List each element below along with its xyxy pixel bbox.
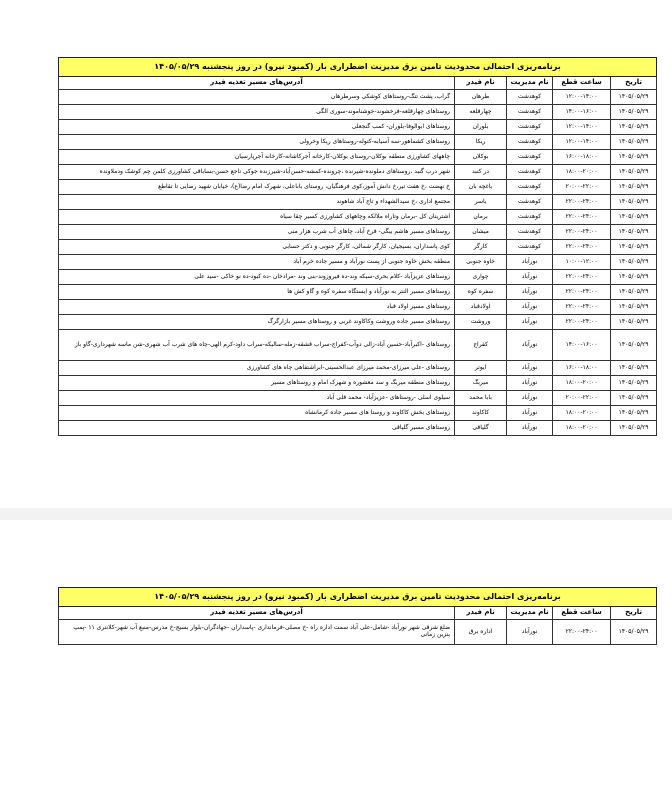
date-cell: ۱۴۰۵/۰۵/۲۹ bbox=[611, 300, 657, 315]
schedule-table-2 bbox=[58, 587, 657, 645]
address-cell: روستاهای مسیر النتر به نورآباد و ایستگاه سفره کوه و گاو کش ها bbox=[59, 285, 455, 300]
table-row bbox=[59, 135, 657, 150]
time-cell: ۱۶:۰۰-۱۸:۰۰ bbox=[553, 150, 611, 165]
management-cell: کوهدشت bbox=[507, 120, 553, 135]
address-cell: روستاهای -اکبرآباد-حسین آباد-زالی دوآب-کفراج-سراب قشقه-زمله-سالیکه-سراب داود-کرم الهی-چاه های شرب آب شهری-شن ماسه شهرداری-گاو باز bbox=[59, 330, 455, 361]
table-row bbox=[59, 120, 657, 135]
address-cell: چاههای کشاورزی منطقه بوکلان-روستای بوکلان-کارخانه آجرکاشانه-کارخانه آجرپارسیان bbox=[59, 150, 455, 165]
date-cell: ۱۴۰۵/۰۵/۲۹ bbox=[611, 90, 657, 105]
address-cell: کوی پاسداران، بسیجیان، کارگر شمالی، کارگر جنوبی و دکتر حسابی bbox=[59, 240, 455, 255]
management-cell: نورآباد bbox=[507, 255, 553, 270]
date-cell: ۱۴۰۵/۰۵/۲۹ bbox=[611, 210, 657, 225]
feeder-cell: اداره برق bbox=[455, 620, 507, 645]
address-cell: مجتمع اداری ،خ سیدالشهداء و تاج آباد شاهوند bbox=[59, 195, 455, 210]
management-cell: کوهدشت bbox=[507, 165, 553, 180]
time-cell: ۲۰:۰۰-۲۲:۰۰ bbox=[553, 391, 611, 406]
header-address: آدرس‌های مسیر تغذیه فیدر bbox=[59, 607, 455, 620]
table-row bbox=[59, 285, 657, 300]
time-cell: ۱۴:۰۰-۱۶:۰۰ bbox=[553, 330, 611, 361]
management-cell: نورآباد bbox=[507, 330, 553, 361]
date-cell: ۱۴۰۵/۰۵/۲۹ bbox=[611, 421, 657, 436]
address-cell: منطقه بخش خاوه جنوبی از پست نورآباد و مسیر جاده خرم آباد bbox=[59, 255, 455, 270]
management-cell: نورآباد bbox=[507, 620, 553, 645]
time-cell: ۲۲:۰۰-۲۴:۰۰ bbox=[553, 225, 611, 240]
time-cell: ۲۲:۰۰-۲۴:۰۰ bbox=[553, 620, 611, 645]
management-cell: کوهدشت bbox=[507, 210, 553, 225]
table-title: برنامه‌ریزی احتمالی محدودیت تامین برق مدیریت اضطراری بار (کمبود نیرو) در روز پنجشنبه ۱۴۰۵/۰۵/۲۹ bbox=[59, 58, 657, 77]
table-row bbox=[59, 391, 657, 406]
management-cell: کوهدشت bbox=[507, 150, 553, 165]
feeder-cell: اولادقباد bbox=[455, 300, 507, 315]
date-cell: ۱۴۰۵/۰۵/۲۹ bbox=[611, 195, 657, 210]
address-cell: روستاهای بخش کاکاوند و روستا های مسیر جاده کرمانشاه bbox=[59, 406, 455, 421]
date-cell: ۱۴۰۵/۰۵/۲۹ bbox=[611, 120, 657, 135]
management-cell: نورآباد bbox=[507, 391, 553, 406]
header-address: آدرس‌های مسیر تغذیه فیدر bbox=[59, 77, 455, 90]
address-cell: روستاهای مسیر اولاد قباد bbox=[59, 300, 455, 315]
date-cell: ۱۴۰۵/۰۵/۲۹ bbox=[611, 150, 657, 165]
time-cell: ۱۸:۰۰-۲۰:۰۰ bbox=[553, 376, 611, 391]
page-bottom bbox=[0, 520, 672, 800]
feeder-cell: خاوه جنوبی bbox=[455, 255, 507, 270]
address-cell: روستاهای کشماهور-سه آسیابه-کتوله-روستاهای ریکا وخرولی bbox=[59, 135, 455, 150]
table-row bbox=[59, 105, 657, 120]
date-cell: ۱۴۰۵/۰۵/۲۹ bbox=[611, 105, 657, 120]
feeder-cell: کارگر bbox=[455, 240, 507, 255]
management-cell: کوهدشت bbox=[507, 225, 553, 240]
feeder-cell: باغچه بان bbox=[455, 180, 507, 195]
date-cell: ۱۴۰۵/۰۵/۲۹ bbox=[611, 361, 657, 376]
feeder-cell: چواری bbox=[455, 270, 507, 285]
header-management: نام مدیریت bbox=[507, 77, 553, 90]
feeder-cell: کفراج bbox=[455, 330, 507, 361]
table-row bbox=[59, 180, 657, 195]
time-cell: ۲۲:۰۰-۲۴:۰۰ bbox=[553, 300, 611, 315]
feeder-cell: طرهان bbox=[455, 90, 507, 105]
time-cell: ۱۶:۰۰-۱۸:۰۰ bbox=[553, 361, 611, 376]
address-cell: روستاهای منطقه میربگ و سد معشوره و شهرک امام و روستاهای مسیر bbox=[59, 376, 455, 391]
time-cell: ۲۲:۰۰-۲۴:۰۰ bbox=[553, 270, 611, 285]
feeder-cell: بلوران bbox=[455, 120, 507, 135]
address-cell: اشترینان کل -برمان وتاراه ملالکه وچاههای کشاورزی کسیر چقا سیاه bbox=[59, 210, 455, 225]
management-cell: کوهدشت bbox=[507, 180, 553, 195]
management-cell: نورآباد bbox=[507, 406, 553, 421]
address-cell: روستاهای عزیزآباد -کلام بحری-سیکه وند-ده فیروزوند-بنی وند -مرادخان -ده کبود-ده نو خاکی -سید علی bbox=[59, 270, 455, 285]
feeder-cell: میشان bbox=[455, 225, 507, 240]
date-cell: ۱۴۰۵/۰۵/۲۹ bbox=[611, 376, 657, 391]
feeder-cell: وروشت bbox=[455, 315, 507, 330]
header-time: ساعت قطع bbox=[553, 77, 611, 90]
management-cell: کوهدشت bbox=[507, 135, 553, 150]
table-row bbox=[59, 315, 657, 330]
time-cell: ۱۰:۰۰-۱۲:۰۰ bbox=[553, 255, 611, 270]
address-cell: روستاهای -علی میرزای-محمد میرزای عبدالحسینی-ابراشتفاهی چاه های کشاورزی bbox=[59, 361, 455, 376]
feeder-cell: کاکاوند bbox=[455, 406, 507, 421]
table-row bbox=[59, 270, 657, 285]
address-cell: گراب، پشت تنگ-روستاهای کوشکی وسرطرهان bbox=[59, 90, 455, 105]
table-row bbox=[59, 90, 657, 105]
management-cell: نورآباد bbox=[507, 315, 553, 330]
table-row bbox=[59, 330, 657, 361]
date-cell: ۱۴۰۵/۰۵/۲۹ bbox=[611, 391, 657, 406]
table-row bbox=[59, 240, 657, 255]
time-cell: ۲۲:۰۰-۲۴:۰۰ bbox=[553, 240, 611, 255]
address-cell: خ نهضت ،خ هفت تیر،خ دانش آموز،کوی فرهنگیان، روستای باباعلی، شهرک امام رضا(ع)، خیابان شهید رضایی تا تقاطع bbox=[59, 180, 455, 195]
header-date: تاریخ bbox=[611, 607, 657, 620]
address-cell: روستاهای مسیر هاشم بیگی- قرخ آباد، چاهای آب شرب هزار منی bbox=[59, 225, 455, 240]
time-cell: ۲۲:۰۰-۲۴:۰۰ bbox=[553, 315, 611, 330]
date-cell: ۱۴۰۵/۰۵/۲۹ bbox=[611, 406, 657, 421]
feeder-cell: ایوتر bbox=[455, 361, 507, 376]
table-row bbox=[59, 421, 657, 436]
feeder-cell: در کنبد bbox=[455, 165, 507, 180]
management-cell: نورآباد bbox=[507, 376, 553, 391]
management-cell: نورآباد bbox=[507, 285, 553, 300]
feeder-cell: بوکلان bbox=[455, 150, 507, 165]
time-cell: ۲۰:۰۰-۲۲:۰۰ bbox=[553, 180, 611, 195]
time-cell: ۱۸:۰۰-۲۰:۰۰ bbox=[553, 421, 611, 436]
management-cell: کوهدشت bbox=[507, 195, 553, 210]
date-cell: ۱۴۰۵/۰۵/۲۹ bbox=[611, 620, 657, 645]
management-cell: نورآباد bbox=[507, 270, 553, 285]
header-date: تاریخ bbox=[611, 77, 657, 90]
date-cell: ۱۴۰۵/۰۵/۲۹ bbox=[611, 225, 657, 240]
time-cell: ۲۲:۰۰-۲۴:۰۰ bbox=[553, 210, 611, 225]
time-cell: ۱۲:۰۰-۱۴:۰۰ bbox=[553, 90, 611, 105]
time-cell: ۲۲:۰۰-۲۴:۰۰ bbox=[553, 285, 611, 300]
management-cell: کوهدشت bbox=[507, 90, 553, 105]
date-cell: ۱۴۰۵/۰۵/۲۹ bbox=[611, 315, 657, 330]
header-feeder: نام فیدر bbox=[455, 607, 507, 620]
address-cell: ضلع شرقی شهر نورآباد -شامل-علی آباد سمت اداره راه -خ مصلی-فرمانداری -پاسداران -جهادگران-بلوار بسیج-خ مدرس-منبع آب شهر-کلانتری ۱۱ -پمپ بنزین زمانی bbox=[59, 620, 455, 645]
date-cell: ۱۴۰۵/۰۵/۲۹ bbox=[611, 330, 657, 361]
feeder-cell: یاسر bbox=[455, 195, 507, 210]
feeder-cell: میربگ bbox=[455, 376, 507, 391]
table-title: برنامه‌ریزی احتمالی محدودیت تامین برق مدیریت اضطراری بار (کمبود نیرو) در روز پنجشنبه ۱۴۰۵/۰۵/۲۹ bbox=[59, 588, 657, 607]
date-cell: ۱۴۰۵/۰۵/۲۹ bbox=[611, 165, 657, 180]
time-cell: ۲۲:۰۰-۲۴:۰۰ bbox=[553, 195, 611, 210]
time-cell: ۱۴:۰۰-۱۶:۰۰ bbox=[553, 105, 611, 120]
address-cell: روستاهای مسیر جاده وروشت وکاکاوند غربی و روستاهای مسیر بازارگرگ bbox=[59, 315, 455, 330]
table-row bbox=[59, 620, 657, 645]
table-row bbox=[59, 195, 657, 210]
management-cell: نورآباد bbox=[507, 361, 553, 376]
table-row bbox=[59, 210, 657, 225]
table-row bbox=[59, 376, 657, 391]
feeder-cell: چهارقلعه bbox=[455, 105, 507, 120]
date-cell: ۱۴۰۵/۰۵/۲۹ bbox=[611, 270, 657, 285]
address-cell: روستاهای ابوالوفا-بلوران- کمب گنجعلی bbox=[59, 120, 455, 135]
feeder-cell: ریکا bbox=[455, 135, 507, 150]
header-feeder: نام فیدر bbox=[455, 77, 507, 90]
address-cell: سیلوی اسلی -روستاهای -عزیزآباد- محمد قلی آباد bbox=[59, 391, 455, 406]
date-cell: ۱۴۰۵/۰۵/۲۹ bbox=[611, 180, 657, 195]
address-cell: شهر درب گنبد ،روستاهای دملونده-شیرنده ،چرونده-کمشه-حسن‌آباد-شیرزنده جوکی تاجع حسن-بساباقی کشاورزی کلمن چم کوشک ودملاونده bbox=[59, 165, 455, 180]
table-row bbox=[59, 300, 657, 315]
table-row bbox=[59, 225, 657, 240]
management-cell: کوهدشت bbox=[507, 240, 553, 255]
table-row bbox=[59, 165, 657, 180]
header-management: نام مدیریت bbox=[507, 607, 553, 620]
time-cell: ۱۸:۰۰-۲۰:۰۰ bbox=[553, 165, 611, 180]
management-cell: کوهدشت bbox=[507, 105, 553, 120]
table-row bbox=[59, 150, 657, 165]
management-cell: نورآباد bbox=[507, 421, 553, 436]
address-cell: روستاهای چهارقلعه-فرخشوند-خوشناموند-سوری الگی bbox=[59, 105, 455, 120]
table-row bbox=[59, 361, 657, 376]
management-cell: نورآباد bbox=[507, 300, 553, 315]
time-cell: ۱۲:۰۰-۱۴:۰۰ bbox=[553, 120, 611, 135]
time-cell: ۱۲:۰۰-۱۴:۰۰ bbox=[553, 135, 611, 150]
feeder-cell: سفره کوه bbox=[455, 285, 507, 300]
page-separator bbox=[0, 508, 672, 520]
date-cell: ۱۴۰۵/۰۵/۲۹ bbox=[611, 240, 657, 255]
schedule-table-1 bbox=[58, 57, 657, 436]
address-cell: روستاهای مسیر گلیاقی bbox=[59, 421, 455, 436]
feeder-cell: گلیاقی bbox=[455, 421, 507, 436]
time-cell: ۱۸:۰۰-۲۰:۰۰ bbox=[553, 406, 611, 421]
header-time: ساعت قطع bbox=[553, 607, 611, 620]
feeder-cell: برمان bbox=[455, 210, 507, 225]
date-cell: ۱۴۰۵/۰۵/۲۹ bbox=[611, 135, 657, 150]
date-cell: ۱۴۰۵/۰۵/۲۹ bbox=[611, 285, 657, 300]
table-row bbox=[59, 255, 657, 270]
feeder-cell: بابا محمد bbox=[455, 391, 507, 406]
table-row bbox=[59, 406, 657, 421]
date-cell: ۱۴۰۵/۰۵/۲۹ bbox=[611, 255, 657, 270]
